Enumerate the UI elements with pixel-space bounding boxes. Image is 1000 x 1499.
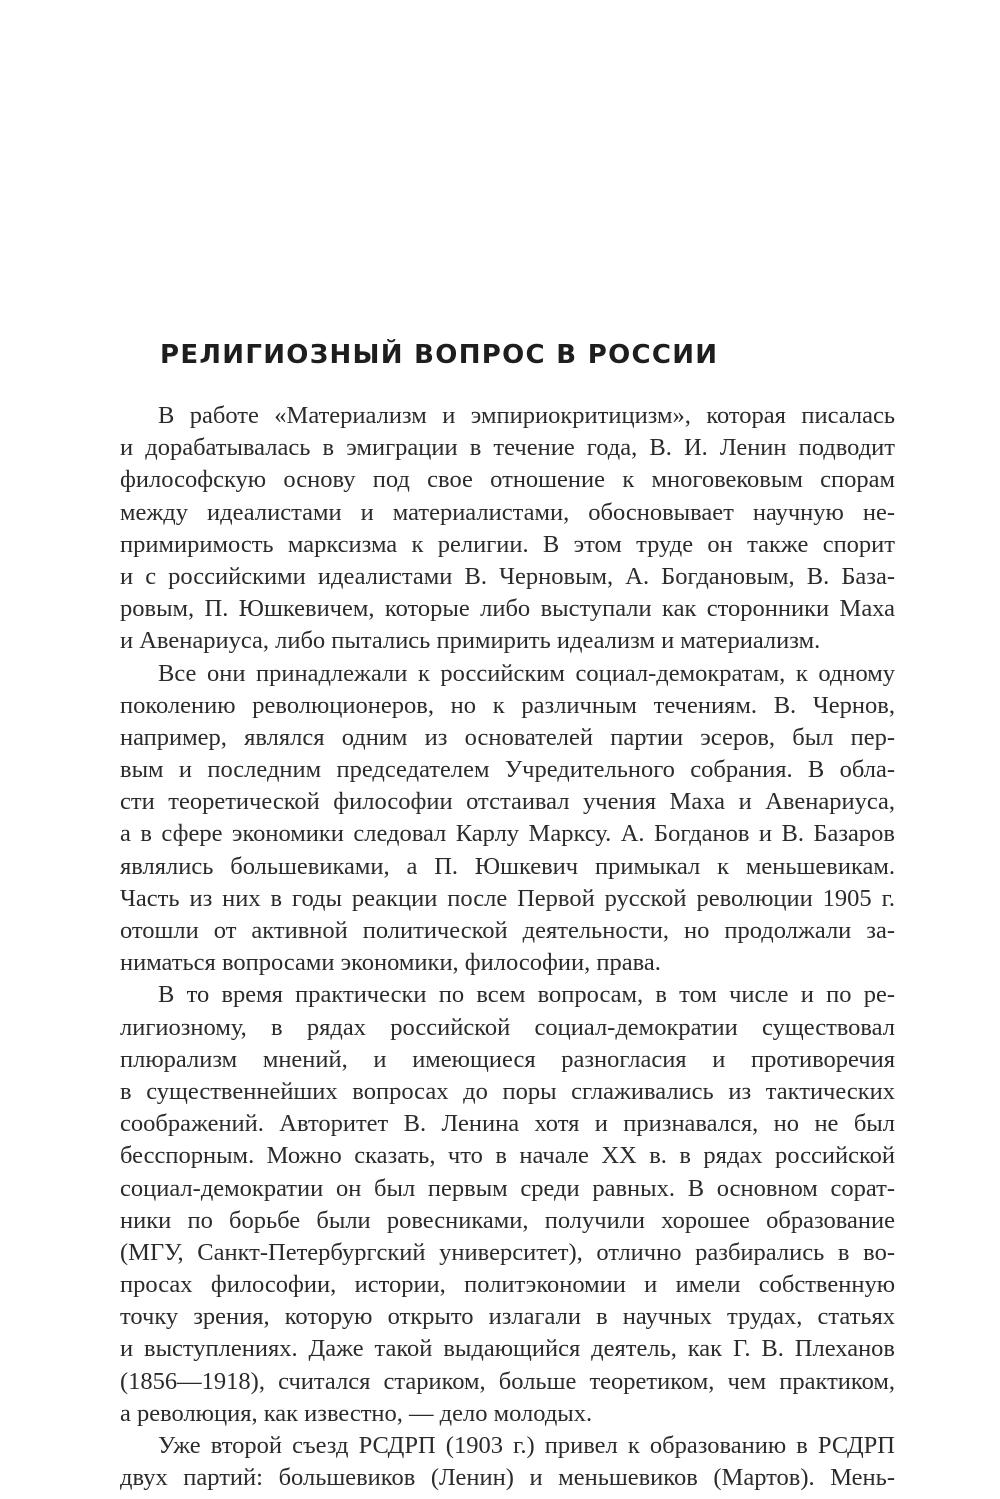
- text-line: социал-демократии он был первым среди равных. В основном сорат-: [120, 1174, 895, 1202]
- text-line: В то время практически по всем вопросам, в том числе и по ре-: [158, 981, 895, 1009]
- text-line: вым и последним председателем Учредительного собрания. В обла-: [120, 756, 895, 784]
- text-line: и с российскими идеалистами В. Черновым, А. Богдановым, В. База-: [120, 562, 895, 590]
- text-line: и выступлениях. Даже такой выдающийся деятель, как Г. В. Плеханов: [120, 1335, 895, 1363]
- text-line: Все они принадлежали к российским социал-демократам, к одному: [158, 659, 895, 687]
- text-line: Уже второй съезд РСДРП (1903 г.) привел к образованию в РСДРП: [158, 1432, 895, 1459]
- text-line: Часть из них в годы реакции после Первой русской революции 1905 г.: [120, 884, 895, 912]
- chapter-heading: РЕЛИГИОЗНЫЙ ВОПРОС В РОССИИ: [160, 340, 719, 370]
- text-line: плюрализм мнений, и имеющиеся разногласия и противоречия: [120, 1045, 895, 1073]
- text-line: (1856—1918), считался стариком, больше теоретиком, чем практиком,: [120, 1367, 895, 1395]
- paragraph-2: [120, 658, 895, 980]
- text-line: соображений. Авторитет В. Ленина хотя и признавался, но не был: [120, 1110, 895, 1138]
- text-line: примиримость марксизма к религии. В этом труде он также спорит: [120, 530, 895, 558]
- text-line: и дорабатывалась в эмиграции в течение года, В. И. Ленин подводит: [120, 434, 895, 462]
- text-line: между идеалистами и материалистами, обосновывает научную не-: [120, 498, 895, 526]
- text-line: а революция, как известно, — дело молодых.: [120, 1399, 593, 1427]
- text-line: ники по борьбе были ровесниками, получили хорошее образование: [120, 1206, 895, 1234]
- text-line: двух партий: большевиков (Ленин) и меньшевиков (Мартов). Мень-: [120, 1464, 895, 1492]
- paragraph-1: [120, 400, 895, 658]
- text-line: являлись большевиками, а П. Юшкевич примыкал к меньшевикам.: [120, 852, 895, 880]
- text-line: точку зрения, которую открыто излагали в научных трудах, статьях: [120, 1303, 895, 1331]
- body-text: [120, 400, 895, 1494]
- text-line: а в сфере экономики следовал Карлу Марксу. А. Богданов и В. Базаров: [120, 820, 895, 848]
- text-line: лигиозному, в рядах российской социал-демократии существовал: [120, 1013, 895, 1041]
- text-line: философскую основу под свое отношение к многовековым спорам: [120, 466, 895, 494]
- text-line: (МГУ, Санкт-Петербургский университет), отлично разбирались в во-: [120, 1238, 895, 1266]
- text-line: просах философии, истории, политэкономии и имели собственную: [120, 1271, 895, 1299]
- text-line: в существеннейших вопросах до поры сглаживались из тактических: [120, 1077, 895, 1105]
- text-line: и Авенариуса, либо пытались примирить идеализм и материализм.: [120, 627, 821, 655]
- text-line: В работе «Материализм и эмпириокритицизм», которая писалась: [158, 402, 895, 429]
- text-line: отошли от активной политической деятельности, но продолжали за-: [120, 917, 895, 944]
- text-line: бесспорным. Можно сказать, что в начале XX в. в рядах российской: [120, 1142, 895, 1170]
- paragraph-4: [120, 1430, 895, 1494]
- paragraph-3: [120, 979, 895, 1430]
- text-line: например, являлся одним из основателей партии эсеров, был пер-: [120, 723, 895, 751]
- text-line: сти теоретической философии отстаивал учения Маха и Авенариуса,: [120, 788, 895, 816]
- text-line: ровым, П. Юшкевичем, которые либо выступали как сторонники Маха: [120, 595, 895, 623]
- text-line: ниматься вопросами экономики, философии, права.: [120, 949, 661, 977]
- text-line: поколению революционеров, но к различным течениям. В. Чернов,: [120, 691, 895, 719]
